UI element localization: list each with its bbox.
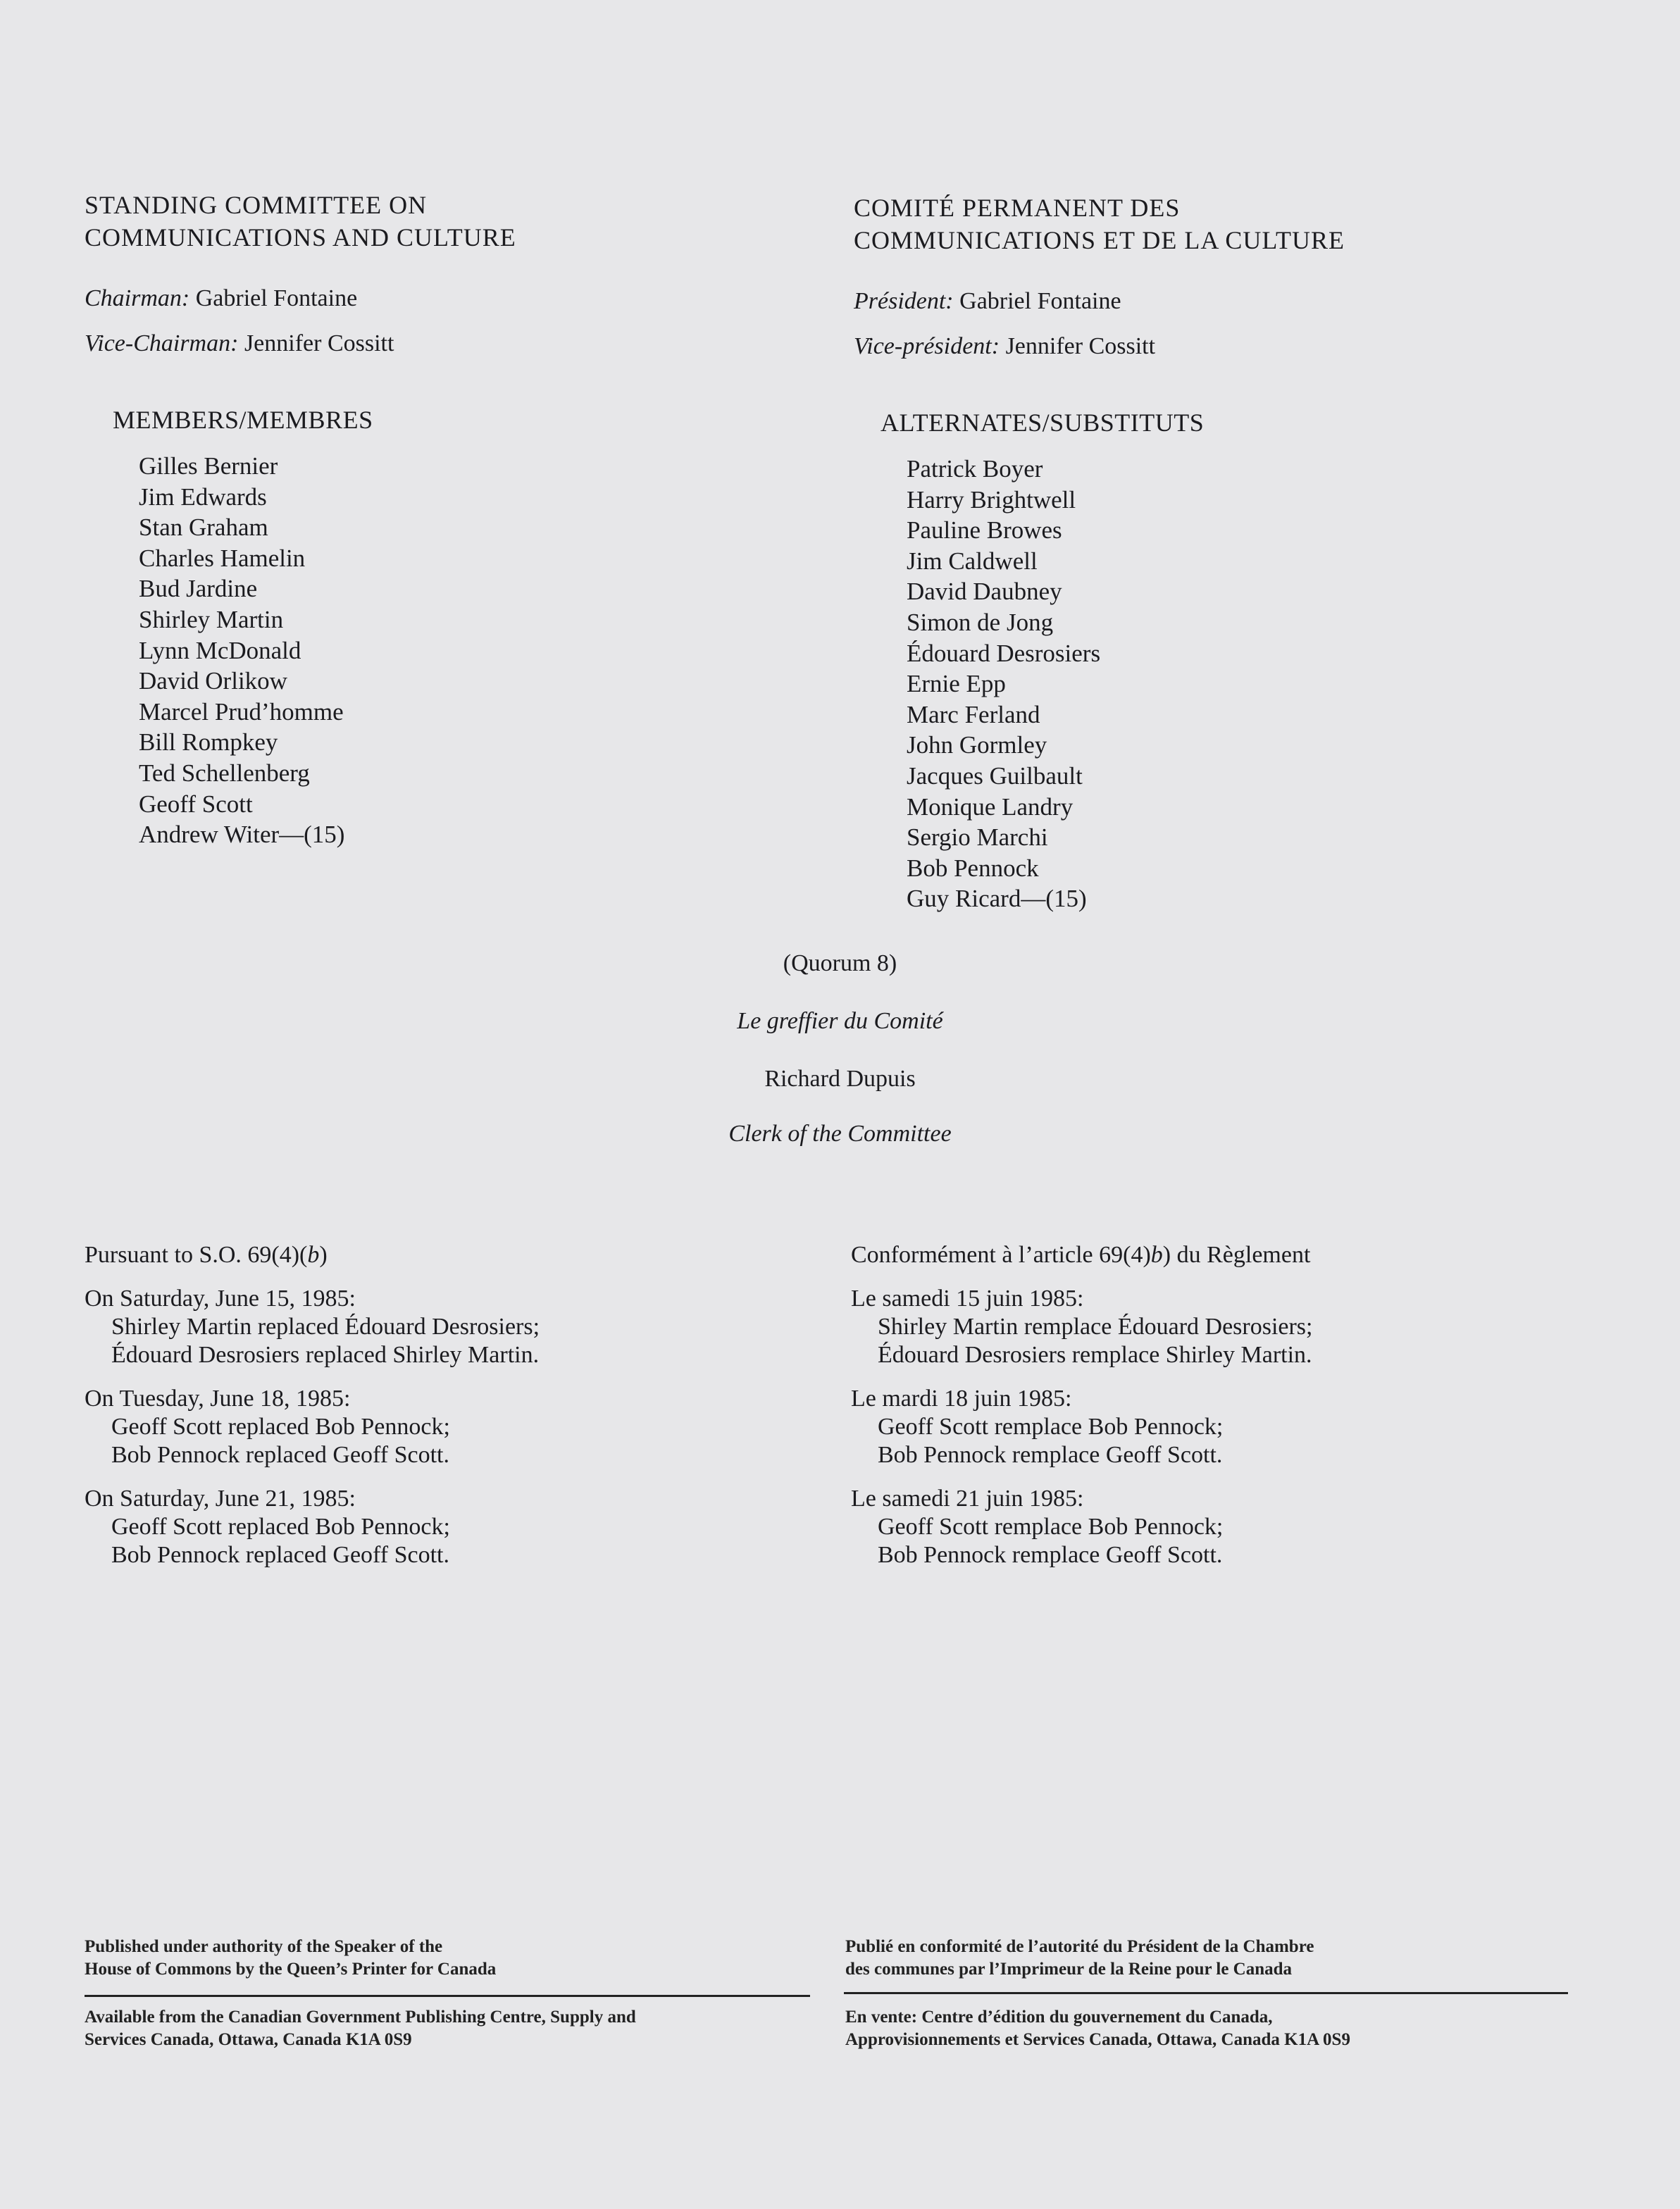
substitution-date: On Saturday, June 21, 1985: [85,1486,356,1512]
substitution-line: Édouard Desrosiers replaced Shirley Martin. [111,1342,540,1368]
vice-chairman-name-en: Jennifer Cossitt [244,330,394,356]
intro-end-fr: ) du Règlement [1162,1242,1311,1268]
intro-text-en: Pursuant to S.O. 69(4)( [85,1242,308,1268]
member-name: Bud Jardine [139,575,258,603]
committee-title-fr [854,192,1629,256]
vice-chairman-label-en: Vice-Chairman: [85,330,239,356]
substitution-line: Shirley Martin remplace Édouard Desrosiers; [878,1314,1313,1340]
committee-title-en-line2: COMMUNICATIONS AND CULTURE [85,223,516,251]
vice-chairman-en [85,330,824,358]
clerk-name: Richard Dupuis [764,1066,916,1092]
substitution-line: Bob Pennock replaced Geoff Scott. [111,1542,449,1568]
member-name: Charles Hamelin [139,544,306,572]
member-name: John Gormley [907,731,1047,759]
member-name: Bill Rompkey [139,728,278,757]
substitutions-entries-fr [851,1285,1626,1569]
member-name: Geoff Scott [139,790,253,818]
published-en-line2: House of Commons by the Queen’s Printer for Canada [85,1960,497,1979]
substitutions-intro-fr [851,1241,1626,1269]
available-fr-line1: En vente: Centre d’édition du gouvernement du Canada, [845,2008,1273,2027]
member-name: Pauline Browes [907,516,1062,545]
committee-title-en-line1: STANDING COMMITTEE ON [85,191,428,219]
substitution-date: Le samedi 15 juin 1985: [851,1286,1084,1312]
footer-rule-en [85,1995,810,1997]
alternates-section [881,407,1514,914]
substitution-date: Le mardi 18 juin 1985: [851,1386,1072,1412]
member-name: Marcel Prud’homme [139,697,344,726]
alternates-list [907,454,1514,914]
published-fr-line1: Publié en conformité de l’autorité du Président de la Chambre [845,1937,1314,1956]
substitutions-entries-en [85,1285,824,1569]
chairman-fr [854,287,1629,316]
substitution-line: Geoff Scott replaced Bob Pennock; [111,1414,450,1440]
chairman-name-en: Gabriel Fontaine [195,285,358,311]
members-list [139,451,747,850]
substitution-line: Shirley Martin replaced Édouard Desrosiers; [111,1314,540,1340]
chairman-en [85,285,824,313]
substitution-line: Geoff Scott remplace Bob Pennock; [878,1414,1224,1440]
available-en [85,2006,636,2051]
member-name: Gilles Bernier [139,452,278,480]
substitutions-intro-en [85,1241,824,1269]
available-fr-line2: Approvisionnements et Services Canada, Ottawa, Canada K1A 0S9 [845,2030,1350,2049]
member-name: Ernie Epp [907,670,1006,698]
substitution-date: Le samedi 21 juin 1985: [851,1486,1084,1512]
french-header [854,192,1629,378]
published-en [85,1936,496,1981]
member-name: Stan Graham [139,514,268,542]
member-name: Patrick Boyer [907,455,1043,483]
member-name: Jim Edwards [139,483,267,511]
committee-title-fr-line1: COMITÉ PERMANENT DES [854,194,1181,222]
available-en-line1: Available from the Canadian Government Publishing Centre, Supply and [85,2008,636,2027]
published-en-line1: Published under authority of the Speaker of the [85,1937,443,1956]
member-name: Marc Ferland [907,700,1040,728]
member-name: Monique Landry [907,792,1074,821]
member-name: Jacques Guilbault [907,761,1083,790]
member-name: Sergio Marchi [907,823,1048,852]
committee-title-en [85,189,824,254]
vice-chairman-label-fr: Vice-président: [854,333,1000,359]
committee-title-fr-line2: COMMUNICATIONS ET DE LA CULTURE [854,226,1345,254]
member-name: Bob Pennock [907,854,1039,882]
substitution-line: Bob Pennock remplace Geoff Scott. [878,1542,1223,1568]
member-name: Shirley Martin [139,605,284,633]
intro-end-en: ) [319,1242,328,1268]
substitution-line: Geoff Scott replaced Bob Pennock; [111,1514,450,1540]
member-name: Ted Schellenberg [139,759,310,787]
member-name: David Daubney [907,578,1062,606]
member-name: Harry Brightwell [907,485,1076,514]
available-fr [845,2006,1350,2051]
substitution-line: Geoff Scott remplace Bob Pennock; [878,1514,1224,1540]
published-fr-line2: des communes par l’Imprimeur de la Reine pour le Canada [845,1960,1293,1979]
footer-rule-fr [844,1992,1568,1994]
chairman-label-en: Chairman: [85,285,190,311]
clerk-title-en: Clerk of the Committee [728,1121,952,1147]
intro-text-fr: Conformément à l’article 69(4) [851,1242,1151,1268]
member-name: Simon de Jong [907,608,1054,636]
clerk-title-fr: Le greffier du Comité [737,1008,943,1034]
member-name: David Orlikow [139,667,287,695]
substitution-line: Édouard Desrosiers remplace Shirley Martin. [878,1342,1312,1368]
vice-chairman-name-fr: Jennifer Cossitt [1005,333,1156,359]
member-name: Lynn McDonald [139,636,301,664]
alternates-title: ALTERNATES/SUBSTITUTS [881,409,1205,437]
intro-italic-fr: b [1150,1242,1163,1268]
member-name: Édouard Desrosiers [907,639,1101,667]
published-fr [845,1936,1314,1981]
chairman-name-fr: Gabriel Fontaine [959,288,1121,314]
quorum: (Quorum 8) [783,950,897,976]
vice-chairman-fr [854,332,1629,361]
members-title: MEMBERS/MEMBRES [113,406,373,434]
member-name: Andrew Witer—(15) [139,821,345,849]
substitutions-en [85,1241,824,1569]
intro-italic-en: b [307,1242,320,1268]
member-name: Jim Caldwell [907,547,1038,575]
substitution-line: Bob Pennock replaced Geoff Scott. [111,1442,449,1468]
members-section [113,404,747,850]
english-header [85,189,824,375]
available-en-line2: Services Canada, Ottawa, Canada K1A 0S9 [85,2030,412,2049]
substitution-date: On Tuesday, June 18, 1985: [85,1386,351,1412]
substitution-line: Bob Pennock remplace Geoff Scott. [878,1442,1223,1468]
member-name: Guy Ricard—(15) [907,885,1087,913]
substitution-date: On Saturday, June 15, 1985: [85,1286,356,1312]
chairman-label-fr: Président: [854,288,954,314]
substitutions-fr [851,1241,1626,1569]
